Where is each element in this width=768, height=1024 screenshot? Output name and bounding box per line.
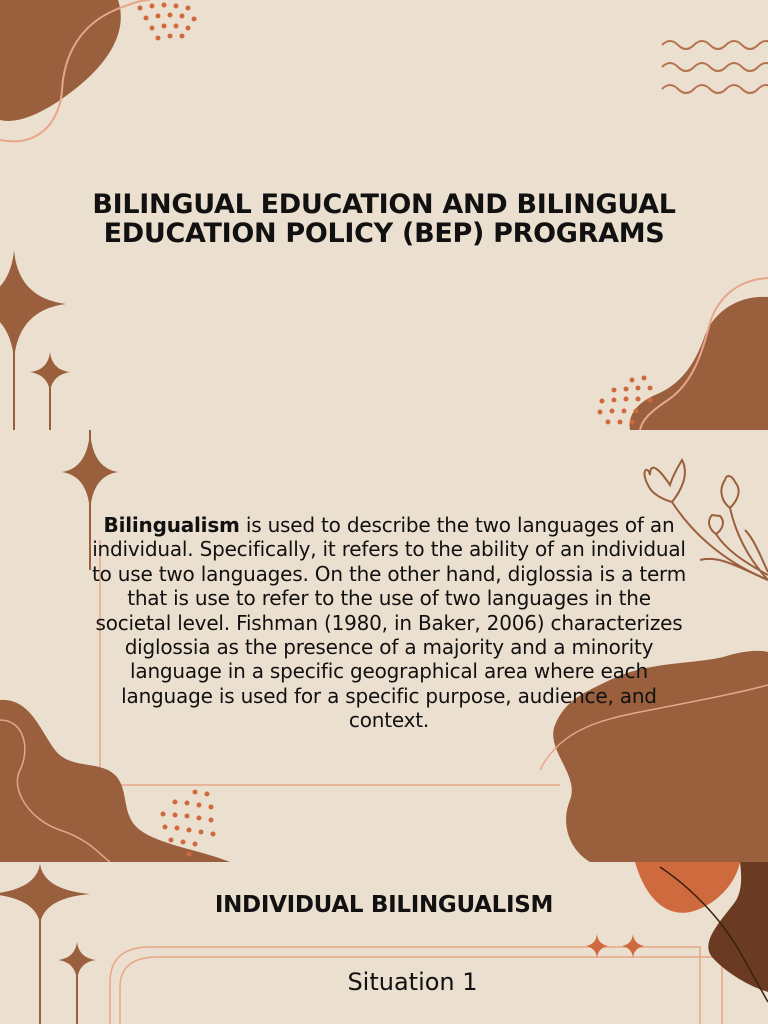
slide-3: [0, 862, 768, 1024]
wave-lines: [662, 41, 768, 93]
section-title: INDIVIDUAL BILINGUALISM: [214, 892, 554, 918]
slide-1-title: BILINGUAL EDUCATION AND BILINGUAL EDUCATION POLICY (BEP) PROGRAMS: [92, 189, 676, 249]
slide-3-decorations: [0, 862, 768, 1024]
definition-paragraph: [88, 513, 690, 733]
sparkle-star: [586, 934, 608, 958]
sparkle-star: [0, 250, 66, 360]
sparkle-star: [622, 934, 644, 958]
dots-pattern: [138, 3, 197, 41]
section-subtitle: Situation 1: [347, 968, 478, 996]
paragraph-text: is used to describe the two languages of an individual. Specifically, it refers to the ability of an individual to use two languages. On the other hand, diglossia is a term that is use to refer to the use of two languages in the societal level. Fishman (1980, in Baker, 2006) characterizes diglossia as the presence of a majority and a minority language in a specific geographical area where each language is used for a specific purpose, audience, and context.: [91, 513, 687, 733]
blob-shape: [630, 297, 768, 430]
slide-2: [0, 430, 768, 862]
bold-term: Bilingualism: [103, 513, 240, 537]
